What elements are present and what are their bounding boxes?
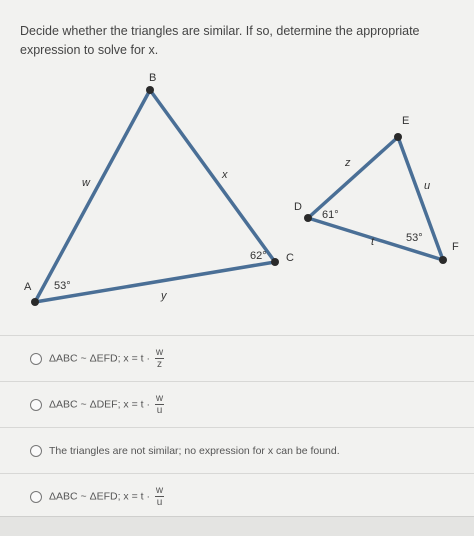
vertex-e — [394, 133, 402, 141]
option-1-radio[interactable] — [30, 353, 42, 365]
question-line-2: expression to solve for x. — [20, 43, 159, 57]
option-2-statement: ΔABC ~ ΔDEF; x = t · — [49, 398, 150, 411]
option-2-fraction — [155, 393, 164, 416]
label-f: F — [452, 241, 459, 253]
side-ab — [35, 90, 150, 302]
option-2-denominator: u — [156, 405, 163, 416]
vertex-a — [31, 298, 39, 306]
angle-f-label: 53° — [406, 232, 423, 244]
vertex-f — [439, 256, 447, 264]
label-e: E — [402, 115, 410, 127]
side-t-label: t — [371, 236, 375, 248]
option-2-numerator: w — [155, 393, 164, 404]
label-c: C — [286, 252, 294, 264]
vertex-d — [304, 214, 312, 222]
option-1-numerator: w — [155, 347, 164, 358]
side-ac — [35, 262, 275, 302]
side-w-label: w — [82, 177, 90, 189]
triangle-abc — [24, 72, 294, 306]
angle-d-label: 61° — [322, 209, 339, 221]
side-y-label: y — [161, 290, 167, 302]
triangle-def — [294, 115, 459, 264]
vertex-b — [146, 86, 154, 94]
option-2-label — [49, 393, 164, 416]
option-3-radio[interactable] — [30, 445, 42, 457]
side-x-label: x — [222, 169, 228, 181]
angle-a-label: 53° — [54, 280, 71, 292]
option-1-label — [49, 347, 164, 370]
label-a: A — [24, 281, 32, 293]
question-line-1: Decide whether the triangles are similar. If so, determine the appropriate — [20, 24, 420, 38]
option-2[interactable] — [0, 381, 474, 427]
bottom-toolbar — [0, 516, 474, 536]
side-u-label: u — [424, 180, 431, 192]
label-b: B — [149, 72, 157, 84]
option-4-statement: ΔABC ~ ΔEFD; x = t · — [49, 490, 150, 503]
side-de — [308, 137, 398, 218]
label-d: D — [294, 201, 302, 213]
option-1-fraction — [155, 347, 164, 370]
option-1-denominator: z — [157, 359, 162, 370]
answer-options — [0, 335, 474, 519]
side-df — [308, 218, 443, 260]
angle-c-label: 62° — [250, 250, 267, 262]
vertex-c — [271, 258, 279, 266]
option-4-denominator: u — [156, 497, 163, 508]
option-1-statement: ΔABC ~ ΔEFD; x = t · — [49, 352, 150, 365]
option-3[interactable] — [0, 427, 474, 473]
option-4-radio[interactable] — [30, 491, 42, 503]
option-4-fraction — [155, 485, 164, 508]
option-1[interactable] — [0, 335, 474, 381]
option-4[interactable] — [0, 473, 474, 519]
option-4-numerator: w — [155, 485, 164, 496]
side-z-label: z — [345, 157, 351, 169]
option-2-radio[interactable] — [30, 399, 42, 411]
option-3-label: The triangles are not similar; no expression for x can be found. — [49, 444, 340, 457]
option-4-label — [49, 485, 164, 508]
side-bc — [150, 90, 275, 262]
